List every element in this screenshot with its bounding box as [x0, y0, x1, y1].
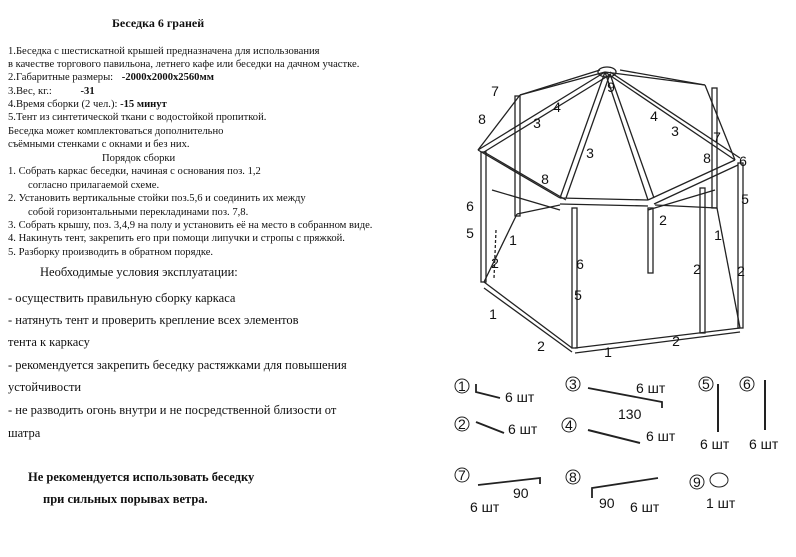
label-2-far-right: 2	[737, 263, 745, 279]
label-2-bottom: 2	[537, 338, 545, 354]
conditions-heading: Необходимые условия эксплуатации:	[40, 265, 238, 279]
part-8	[566, 469, 660, 515]
part-6	[740, 376, 779, 452]
label-3-center: 3	[586, 145, 594, 161]
label-2-upper: 2	[659, 212, 667, 228]
label-8-left: 8	[478, 111, 486, 127]
svg-text:7: 7	[458, 467, 466, 483]
svg-text:130: 130	[618, 406, 642, 422]
svg-text:2: 2	[458, 416, 466, 432]
assembly-time-value: -15 минут	[120, 99, 167, 110]
warning-line-2: при сильных порывах ветра.	[43, 492, 208, 506]
label-1-upper: 1	[509, 232, 517, 248]
weight-label: 3.Вес, кг.:	[8, 86, 52, 97]
part-9	[690, 473, 736, 511]
condition-2: - натянуть тент и проверить крепление всех элементов	[8, 313, 299, 327]
warning-line-1: Не рекомендуется использовать беседку	[28, 470, 255, 484]
svg-text:6 шт: 6 шт	[646, 428, 676, 444]
label-3-right: 3	[671, 123, 679, 139]
part-1	[455, 378, 535, 405]
assembly-step-4: 4. Накинуть тент, закрепить его при помощи липучки и стропы с пряжкой.	[8, 233, 345, 244]
dimensions-label: 2.Габаритные размеры:	[8, 72, 114, 83]
desc-line-1: 1.Беседка с шестискатной крышей предназначена для использования	[8, 46, 320, 57]
svg-text:4: 4	[565, 417, 573, 433]
dimensions-value: -2000х2000х2560мм	[121, 72, 214, 83]
label-8-center: 8	[541, 171, 549, 187]
condition-3: - рекомендуется закрепить беседку растяжками для повышения	[8, 358, 347, 372]
desc-line-8: съёмными стенками с окнами и без них.	[8, 139, 190, 150]
label-7-right: 7	[713, 129, 721, 145]
part-7	[455, 467, 540, 515]
assembly-step-2: 2. Установить вертикальные стойки поз.5,6 и соединить их между	[8, 193, 306, 204]
svg-text:6 шт: 6 шт	[508, 421, 538, 437]
label-2-bottom-right: 2	[672, 333, 680, 349]
label-1-lower: 1	[489, 306, 497, 322]
condition-3-cont: устойчивости	[8, 380, 82, 394]
svg-text:6 шт: 6 шт	[630, 499, 660, 515]
svg-text:6 шт: 6 шт	[749, 436, 779, 452]
part-3	[566, 376, 666, 422]
label-9: 9	[607, 79, 615, 95]
svg-text:1: 1	[458, 378, 466, 394]
assembly-step-1: 1. Собрать каркас беседки, начиная с основания поз. 1,2	[8, 166, 261, 177]
assembly-step-3: 3. Собрать крышу, поз. 3,4,9 на полу и установить её на место в собранном виде.	[8, 220, 373, 231]
desc-line-7: Беседка может комплектоваться дополнительно	[8, 126, 224, 137]
desc-line-2: в качестве торгового павильона, летнего кафе или беседки на дачном участке.	[8, 59, 360, 70]
label-5-left: 5	[466, 225, 474, 241]
label-2-right: 2	[693, 261, 701, 277]
label-5-right: 5	[741, 191, 749, 207]
assembly-time-label: 4.Время сборки (2 чел.):	[8, 99, 118, 110]
svg-text:8: 8	[569, 469, 577, 485]
parts-list	[455, 376, 779, 515]
label-1-right: 1	[714, 227, 722, 243]
svg-text:1 шт: 1 шт	[706, 495, 736, 511]
label-1-bottom: 1	[604, 344, 612, 360]
assembly-heading: Порядок сборки	[102, 153, 176, 164]
svg-text:9: 9	[693, 474, 701, 490]
svg-text:6 шт: 6 шт	[470, 499, 500, 515]
base-frame	[484, 205, 740, 353]
svg-text:3: 3	[569, 376, 577, 392]
label-7-left: 7	[491, 83, 499, 99]
weight-value: -31	[80, 86, 95, 97]
assembly-step-2-cont: собой горизонтальными перекладинами поз. 7,8.	[28, 207, 249, 218]
assembly-step-5: 5. Разборку производить в обратном порядке.	[8, 247, 214, 258]
svg-text:5: 5	[702, 376, 710, 392]
document-title: Беседка 6 граней	[112, 16, 205, 30]
label-4-left: 4	[553, 99, 561, 115]
condition-4: - не разводить огонь внутри и не посредственной близости от	[8, 403, 337, 417]
label-8-right: 8	[703, 150, 711, 166]
condition-1: - осуществить правильную сборку каркаса	[8, 291, 236, 305]
label-2-left: 2	[491, 255, 499, 271]
svg-text:6 шт: 6 шт	[700, 436, 730, 452]
svg-text:6 шт: 6 шт	[505, 389, 535, 405]
part-5	[699, 376, 730, 452]
assembly-step-1-cont: согласно прилагаемой схеме.	[28, 180, 160, 191]
condition-2-cont: тента к каркасу	[8, 335, 90, 349]
label-6-right: 6	[739, 153, 747, 169]
label-4-right: 4	[650, 108, 658, 124]
part-2	[455, 416, 538, 437]
svg-text:90: 90	[599, 495, 615, 511]
svg-text:90: 90	[513, 485, 529, 501]
condition-4-cont: шатра	[8, 426, 41, 440]
desc-line-6: 5.Тент из синтетической ткани с водостойкой пропиткой.	[8, 112, 267, 123]
label-3-left: 3	[533, 115, 541, 131]
svg-text:6: 6	[743, 376, 751, 392]
label-6-center: 6	[576, 256, 584, 272]
label-6-left: 6	[466, 198, 474, 214]
svg-text:6 шт: 6 шт	[636, 380, 666, 396]
label-5-center: 5	[574, 287, 582, 303]
